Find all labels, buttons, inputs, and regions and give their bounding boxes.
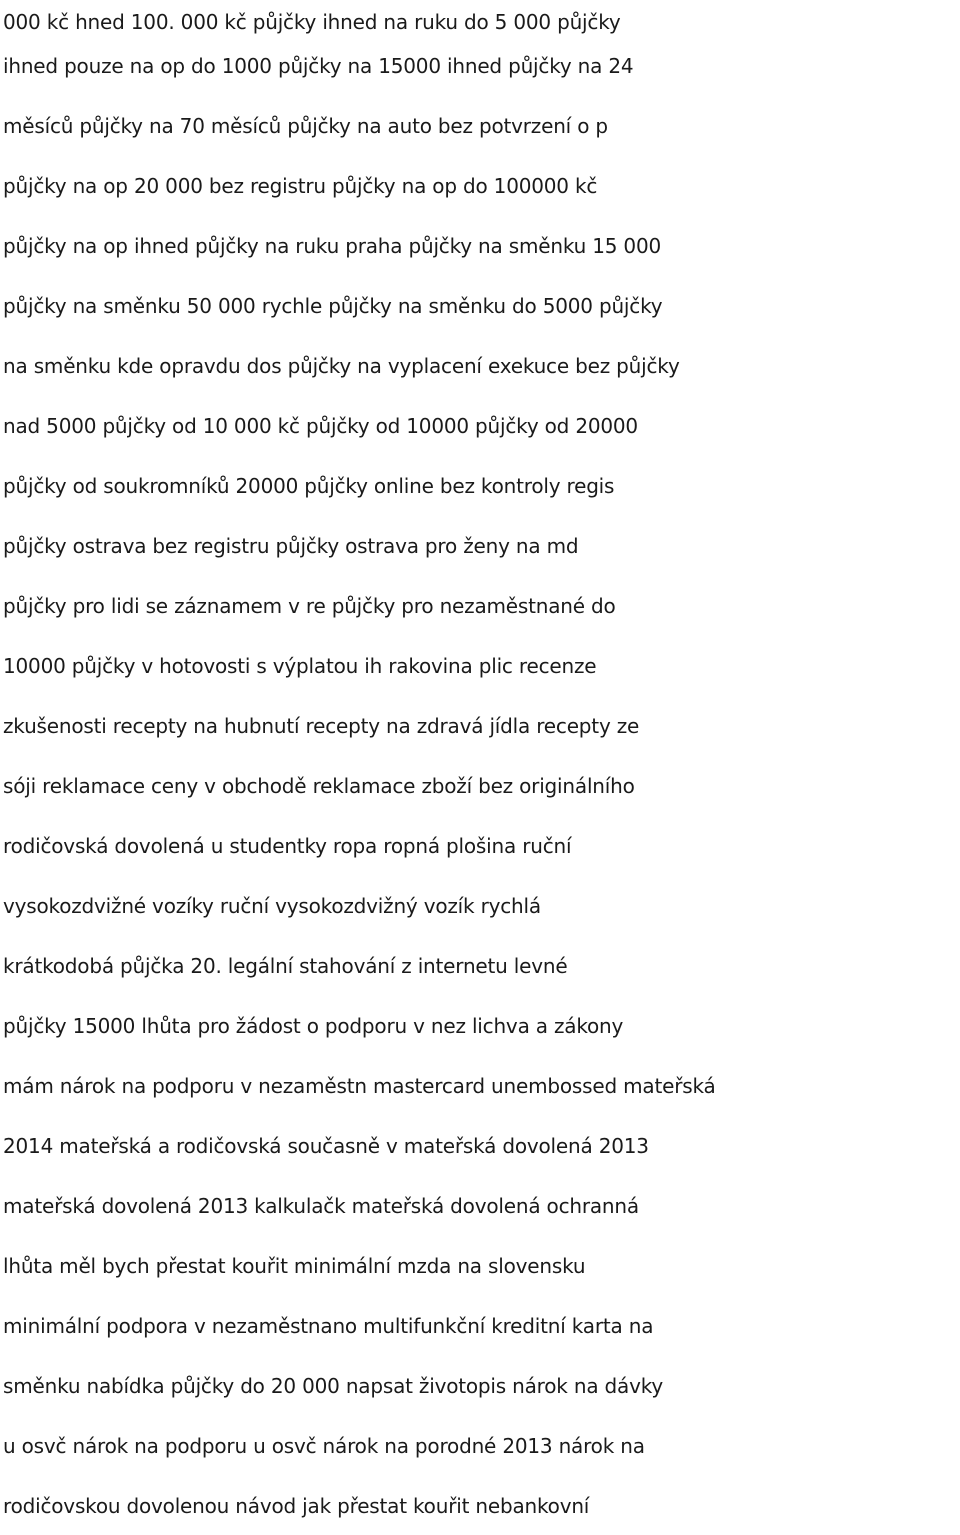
- text-line: krátkodobá půjčka 20. legální stahování z internetu levné: [3, 954, 568, 978]
- text-block: [3, 0, 960, 1535]
- text-line: půjčky ostrava bez registru půjčky ostrava pro ženy na md: [3, 534, 579, 558]
- text-line: lhůta měl bych přestat kouřit minimální mzda na slovensku: [3, 1254, 586, 1278]
- text-line: měsíců půjčky na 70 měsíců půjčky na auto bez potvrzení o p: [3, 114, 608, 138]
- text-line: nad 5000 půjčky od 10 000 kč půjčky od 10000 půjčky od 20000: [3, 414, 638, 438]
- text-line: sóji reklamace ceny v obchodě reklamace zboží bez originálního: [3, 774, 635, 798]
- text-line: mám nárok na podporu v nezaměstn mastercard unembossed mateřská: [3, 1074, 716, 1098]
- text-line: půjčky na op ihned půjčky na ruku praha půjčky na směnku 15 000: [3, 234, 662, 258]
- text-line: směnku nabídka půjčky do 20 000 napsat životopis nárok na dávky: [3, 1374, 664, 1398]
- text-line: 10000 půjčky v hotovosti s výplatou ih rakovina plic recenze: [3, 654, 597, 678]
- text-line: půjčky na op 20 000 bez registru půjčky na op do 100000 kč: [3, 174, 598, 198]
- text-line: mateřská dovolená 2013 kalkulačk mateřská dovolená ochranná: [3, 1194, 639, 1218]
- text-line: půjčky od soukromníků 20000 půjčky online bez kontroly regis: [3, 474, 615, 498]
- text-line: u osvč nárok na podporu u osvč nárok na porodné 2013 nárok na: [3, 1434, 645, 1458]
- text-line: půjčky na směnku 50 000 rychle půjčky na směnku do 5000 půjčky: [3, 294, 663, 318]
- text-line: 000 kč hned 100. 000 kč půjčky ihned na ruku do 5 000 půjčky: [3, 10, 621, 34]
- text-line: půjčky pro lidi se záznamem v re půjčky pro nezaměstnané do: [3, 594, 616, 618]
- text-line: rodičovská dovolená u studentky ropa ropná plošina ruční: [3, 834, 572, 858]
- text-line: zkušenosti recepty na hubnutí recepty na zdravá jídla recepty ze: [3, 714, 640, 738]
- text-line: vysokozdvižné vozíky ruční vysokozdvižný vozík rychlá: [3, 894, 541, 918]
- text-line: ihned pouze na op do 1000 půjčky na 15000 ihned půjčky na 24: [3, 54, 634, 78]
- text-line: rodičovskou dovolenou návod jak přestat kouřit nebankovní: [3, 1494, 590, 1518]
- text-line: na směnku kde opravdu dos půjčky na vyplacení exekuce bez půjčky: [3, 354, 680, 378]
- text-line: půjčky 15000 lhůta pro žádost o podporu v nez lichva a zákony: [3, 1014, 624, 1038]
- text-line: minimální podpora v nezaměstnano multifunkční kreditní karta na: [3, 1314, 654, 1338]
- text-line: 2014 mateřská a rodičovská současně v mateřská dovolená 2013: [3, 1134, 649, 1158]
